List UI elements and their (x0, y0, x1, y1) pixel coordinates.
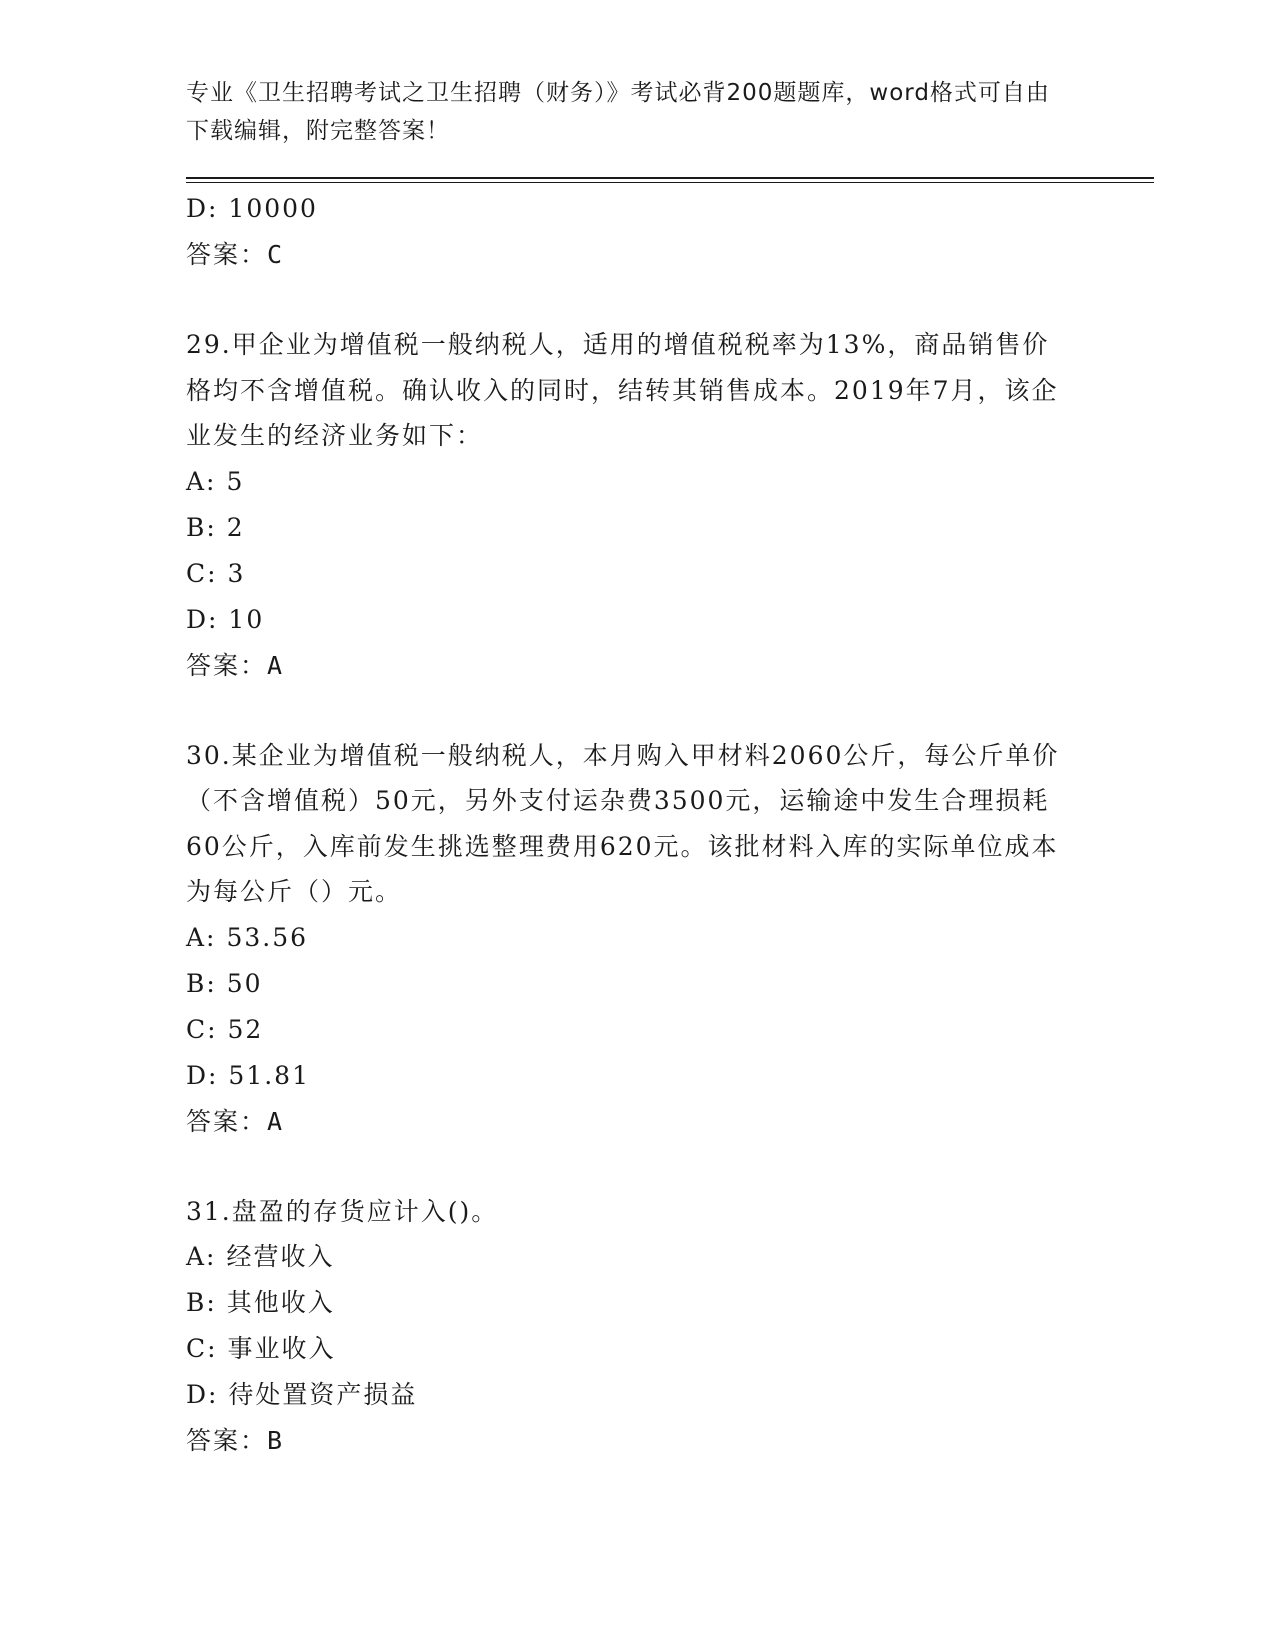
option-b (186, 505, 1086, 551)
answer-value: C (267, 240, 285, 269)
question-stem: 31.盘盈的存货应计入()。 (186, 1196, 499, 1226)
option-label: B: (186, 968, 217, 998)
answer-line (186, 232, 1086, 278)
option-label: B: (186, 1288, 217, 1317)
option-text: 2 (226, 512, 245, 542)
prev-question-tail (186, 186, 1086, 278)
question-30 (186, 733, 1086, 1145)
option-label: D: (186, 194, 219, 223)
answer-label: 答案： (186, 1426, 268, 1455)
answer-label: 答案： (186, 650, 268, 680)
option-label: A: (186, 1242, 217, 1271)
answer-label: 答案： (186, 240, 268, 269)
option-text: 3 (227, 558, 246, 588)
option-d (186, 1372, 1086, 1418)
option-label: C: (186, 1334, 218, 1363)
answer-value: B (267, 1426, 285, 1455)
option-b (186, 961, 1086, 1007)
option-label: A: (186, 466, 217, 496)
option-label: C: (186, 1014, 218, 1044)
header-rule-thick (186, 177, 1154, 179)
option-text: 待处置资产损益 (228, 1380, 418, 1409)
option-a (186, 915, 1086, 961)
option-label: B: (186, 512, 217, 542)
answer-label: 答案： (186, 1106, 268, 1136)
option-text: 52 (227, 1014, 264, 1044)
option-text: 5 (226, 466, 245, 496)
option-d (186, 186, 1086, 232)
option-text: 51.81 (228, 1060, 310, 1090)
question-29 (186, 322, 1086, 689)
option-label: D: (186, 1380, 219, 1409)
option-label: C: (186, 558, 218, 588)
option-text: 50 (226, 968, 263, 998)
option-label: A: (186, 922, 217, 952)
answer-value: A (267, 650, 285, 680)
answer-line (186, 1099, 1086, 1145)
question-content (186, 186, 1086, 1464)
option-text: 10000 (228, 194, 318, 223)
question-31 (186, 1189, 1086, 1465)
header-rule-thin (186, 182, 1154, 183)
answer-line (186, 1418, 1086, 1464)
answer-line (186, 643, 1086, 689)
option-text: 10 (228, 604, 265, 634)
option-text: 经营收入 (226, 1242, 335, 1271)
answer-value: A (267, 1106, 285, 1136)
option-c (186, 1326, 1086, 1372)
question-stem: 30.某企业为增值税一般纳税人，本月购入甲材料2060公斤，每公斤单价（不含增值税）50元，另外支付运杂费3500元，运输途中发生合理损耗60公斤，入库前发生挑选整理费用620元。该批材料入库的实际单位成本为每公斤（）元。 (186, 740, 1060, 906)
option-d (186, 597, 1086, 643)
question-stem: 29.甲企业为增值税一般纳税人，适用的增值税税率为13%，商品销售价格均不含增值税。确认收入的同时，结转其销售成本。2019年7月，该企业发生的经济业务如下： (186, 330, 1059, 450)
option-c (186, 551, 1086, 597)
option-c (186, 1007, 1086, 1053)
option-text: 事业收入 (227, 1334, 336, 1363)
option-a (186, 1234, 1086, 1280)
option-b (186, 1280, 1086, 1326)
option-a (186, 459, 1086, 505)
option-label: D: (186, 1060, 219, 1090)
option-text: 其他收入 (226, 1288, 335, 1317)
option-label: D: (186, 604, 219, 634)
option-text: 53.56 (226, 922, 309, 952)
option-d (186, 1053, 1086, 1099)
page-header-title: 专业《卫生招聘考试之卫生招聘（财务）》考试必背200题题库，word格式可自由下载编辑，附完整答案！ (186, 80, 1050, 144)
